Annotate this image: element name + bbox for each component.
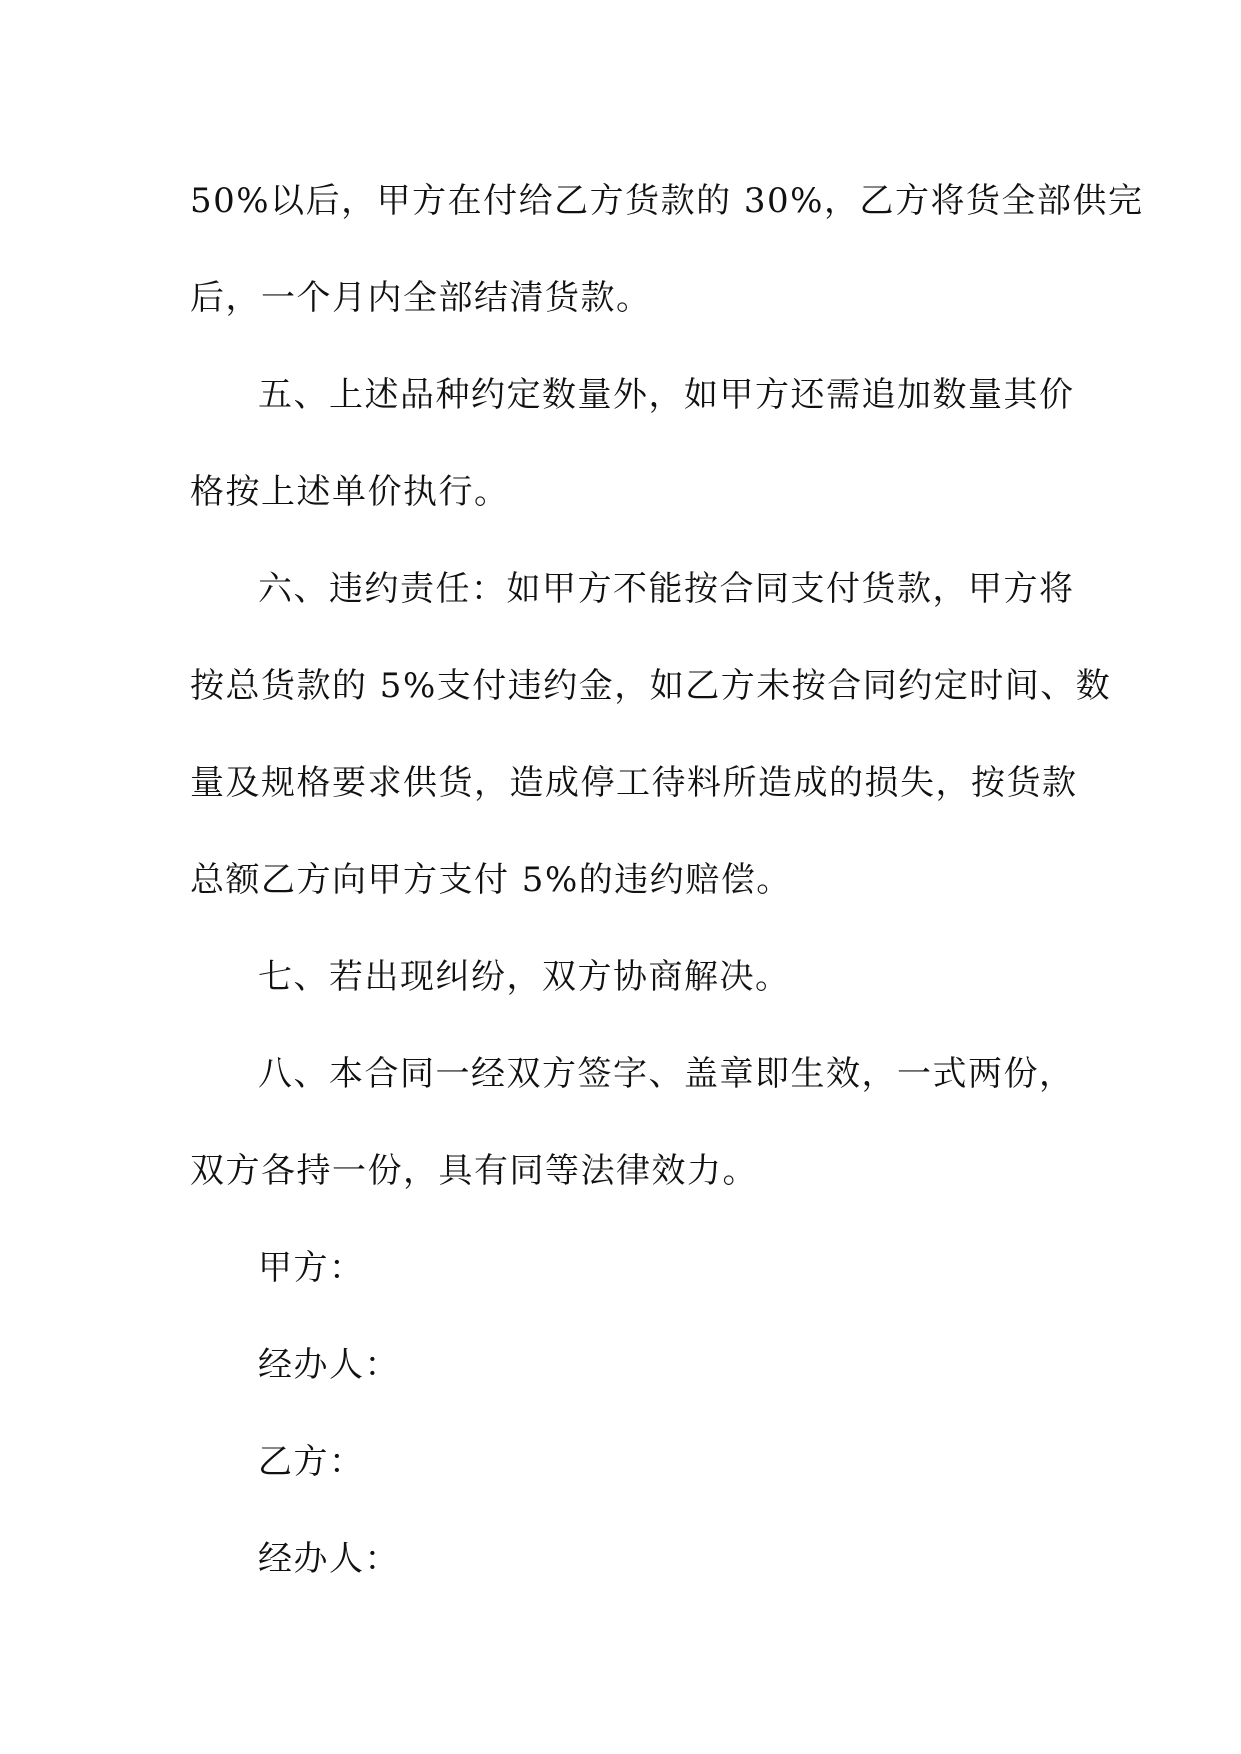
clause-6-line-1: 六、违约责任：如甲方不能按合同支付货款，甲方将: [258, 569, 1075, 609]
party-a-agent-label: 经办人：: [258, 1345, 400, 1385]
party-b-agent-label: 经办人：: [258, 1539, 400, 1579]
party-b-label: 乙方：: [258, 1442, 365, 1482]
clause-7-line-1: 七、若出现纠纷，双方协商解决。: [258, 957, 791, 997]
clause-5-line-2: 格按上述单价执行。: [190, 472, 510, 512]
clause-8-line-2: 双方各持一份，具有同等法律效力。: [190, 1151, 758, 1191]
text-line-payment-settlement: 后，一个月内全部结清货款。: [190, 278, 652, 318]
clause-6-line-3: 量及规格要求供货，造成停工待料所造成的损失，按货款: [190, 763, 1078, 803]
clause-5-line-1: 五、上述品种约定数量外，如甲方还需追加数量其价: [258, 375, 1075, 415]
text-line-payment-terms-continued: 50%以后，甲方在付给乙方货款的 30%，乙方将货全部供完: [190, 181, 1144, 221]
clause-6-line-4: 总额乙方向甲方支付 5%的违约赔偿。: [190, 860, 792, 900]
party-a-label: 甲方：: [258, 1248, 365, 1288]
clause-6-line-2: 按总货款的 5%支付违约金，如乙方未按合同约定时间、数: [190, 666, 1112, 706]
clause-8-line-1: 八、本合同一经双方签字、盖章即生效，一式两份，: [258, 1054, 1075, 1094]
